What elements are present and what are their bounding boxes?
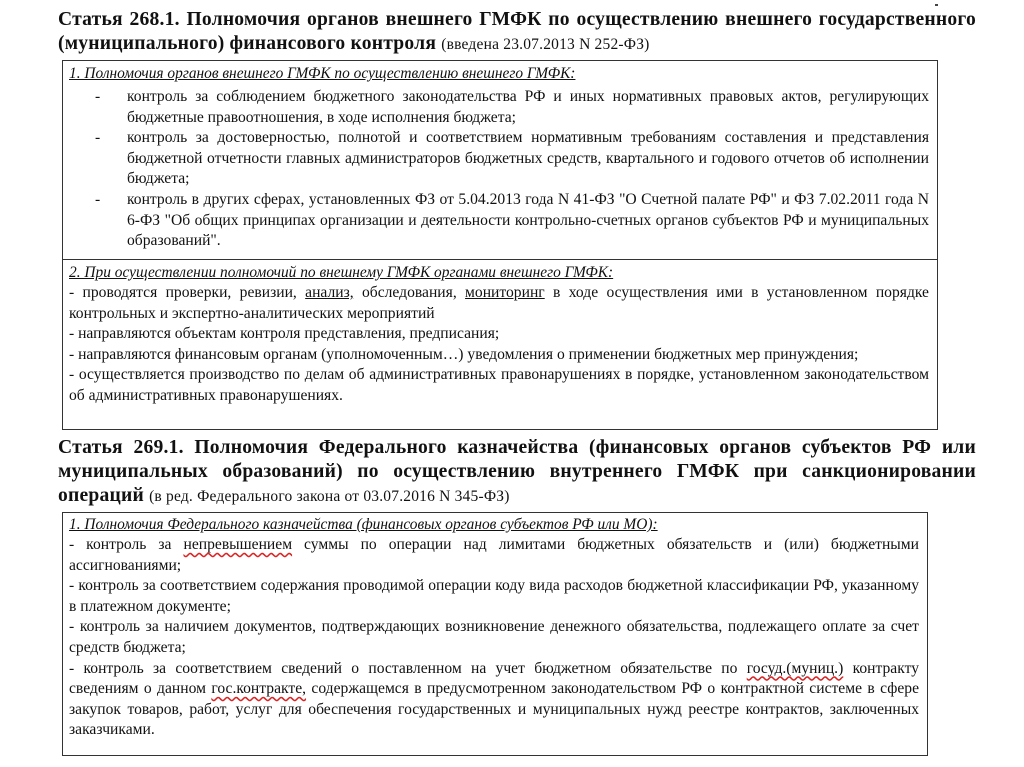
actions-list-item: - направляются финансовым органам (уполномоченным…) уведомления о применении бюджетных мер принуждения;	[69, 345, 859, 363]
powers-list-item: - контроль за соблюдением бюджетного законодательства РФ и иных нормативных правовых актов, регулирующих бюджетные правоотношения, в ходе исполнения бюджета;	[95, 88, 929, 126]
article-269-title: Статья 269.1. Полномочия Федерального казначейства (финансовых органов субъектов РФ или муниципальных образований) по осуществлению внутреннего ГМФК при санкционировании операций	[58, 437, 976, 506]
actions-list-title: 2. При осуществлении полномочий по внешнему ГМФК органами внешнего ГМФК:	[69, 264, 614, 281]
article-269-note: (в ред. Федерального закона от 03.07.2016 N 345-ФЗ)	[149, 488, 510, 505]
scan-mark	[935, 4, 938, 6]
article-268-title: Статья 268.1. Полномочия органов внешнего ГМФК по осуществлению внешнего государственного (муниципального) финансового контроля	[58, 9, 976, 54]
article-268-heading	[58, 8, 976, 57]
treasury-powers-item: - контроль за непревышением суммы по операции над лимитами бюджетных обязательств и (или) бюджетными ассигнованиями;	[69, 536, 920, 574]
treasury-powers-item: - контроль за соответствием содержания проводимой операции коду вида расходов бюджетной классификации РФ, указанному в платежном документе;	[69, 577, 919, 615]
actions-list-item: - осуществляется производство по делам об административных правонарушениях в порядке, установленном законодательством об административных правонарушениях.	[69, 366, 929, 404]
article-268-note: (введена 23.07.2013 N 252-ФЗ)	[441, 36, 650, 53]
treasury-powers-cell	[63, 513, 927, 741]
actions-list-item: - проводятся проверки, ревизии, анализ, обследования, мониторинг в ходе осуществления ими в установленном порядке контрольных и экспертно-аналитических мероприятий	[69, 284, 929, 322]
powers-list-cell	[63, 61, 937, 259]
actions-list-cell	[63, 259, 937, 407]
article-269-heading	[58, 436, 976, 509]
powers-list-item: - контроль в других сферах, установленных ФЗ от 5.04.2013 года N 41-ФЗ "О Счетной палате РФ" и ФЗ 7.02.2011 года N 6-ФЗ "Об общих принципах организации и деятельности контрольно-счетных органов субъектов РФ и муниципальных образований".	[95, 190, 929, 250]
treasury-powers-item: - контроль за соответствием сведений о поставленном на учет бюджетном обязательстве по госуд.(муниц.) контракту сведениям о данном гос.контракте, содержащемся в предусмотренном законодательством РФ о контрактной системе в сфере закупок товаров, работ, услуг для обеспечения государственных и муниципальных нужд реестре контрактов, заключенных заказчиками.	[69, 659, 919, 739]
article-268-box	[62, 60, 938, 430]
treasury-powers-item: - контроль за наличием документов, подтверждающих возникновение денежного обязательства, подлежащего оплате за счет средств бюджета;	[69, 618, 919, 656]
powers-list-title: 1. Полномочия органов внешнего ГМФК по осуществлению внешнего ГМФК:	[69, 65, 576, 82]
actions-list-item: - направляются объектам контроля представления, предписания;	[69, 325, 500, 343]
treasury-powers-title: 1. Полномочия Федерального казначейства (финансовых органов субъектов РФ или МО):	[69, 516, 658, 533]
powers-list-item: - контроль за достоверностью, полнотой и соответствием нормативным требованиям составления и представления бюджетной отчетности главных администраторов бюджетных средств, квартального и годового отчетов об исполнении бюджета;	[95, 129, 929, 188]
article-269-box	[62, 512, 928, 756]
